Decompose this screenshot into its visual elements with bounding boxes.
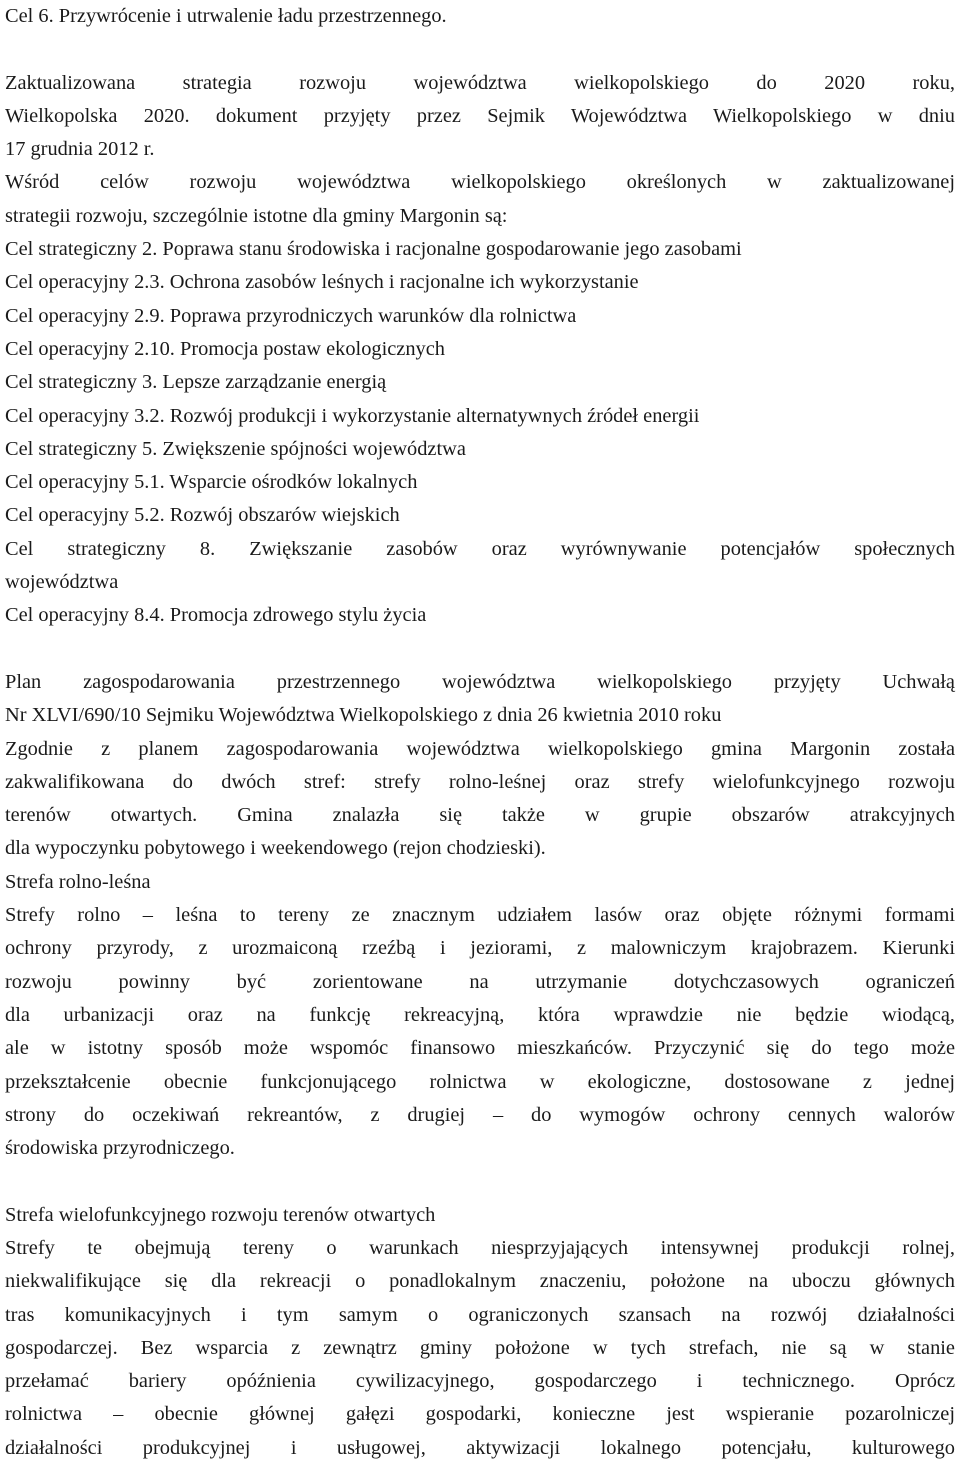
text-line: przekształcenie obecnie funkcjonującego rolnictwa w ekologiczne, dostosowane z jednej	[5, 1070, 955, 1093]
plan-paragraph	[5, 666, 955, 733]
text-line: rolnictwa – obecnie głównej gałęzi gospodarki, konieczne jest wspieranie pozarolniczej	[5, 1403, 955, 1426]
intro-paragraph	[5, 166, 955, 233]
text-line: Strefy te obejmują tereny o warunkach niesprzyjających intensywnej produkcji rolnej,	[5, 1236, 955, 1259]
text-line: zakwalifikowana do dwóch stref: strefy rolno-leśnej oraz strefy wielofunkcyjnego rozwoju	[5, 770, 955, 793]
text-line: Plan zagospodarowania przestrzennego województwa wielkopolskiego przyjęty Uchwałą	[5, 670, 955, 693]
text-line: Zgodnie z planem zagospodarowania województwa wielkopolskiego gmina Margonin została	[5, 737, 955, 760]
strategy-paragraph	[5, 67, 955, 167]
goal-item: Cel operacyjny 5.1. Wsparcie ośrodków lokalnych	[5, 471, 418, 494]
goal-item: województwa	[5, 571, 119, 594]
goal-item: Cel strategiczny 2. Poprawa stanu środowiska i racjonalne gospodarowanie jego zasobami	[5, 238, 742, 261]
zone2-paragraph	[5, 1232, 955, 1465]
goal-item: Cel strategiczny 3. Lepsze zarządzanie energią	[5, 371, 387, 394]
text-line: działalności produkcyjnej i usługowej, aktywizacji lokalnego potencjału, kulturowego	[5, 1436, 955, 1459]
goal-item: Cel operacyjny 8.4. Promocja zdrowego stylu życia	[5, 604, 427, 627]
goal-item: Cel strategiczny 8. Zwiększanie zasobów oraz wyrównywanie potencjałów społecznych	[5, 537, 955, 560]
section-heading: Cel 6. Przywrócenie i utrwalenie ładu przestrzennego.	[5, 5, 447, 27]
text-line: Wśród celów rozwoju województwa wielkopolskiego określonych w zaktualizowanej	[5, 171, 955, 194]
text-line: Zaktualizowana strategia rozwoju województwa wielkopolskiego do 2020 roku,	[5, 71, 955, 94]
spacer	[5, 633, 955, 666]
text-line: rozwoju powinny być zorientowane na utrzymanie dotychczasowych ograniczeń	[5, 970, 955, 993]
document-page	[5, 0, 955, 1465]
text-line: dla wypoczynku pobytowego i weekendowego (rejon chodzieski).	[5, 837, 546, 860]
zone-intro-paragraph	[5, 733, 955, 866]
text-line: Nr XLVI/690/10 Sejmiku Województwa Wielkopolskiego z dnia 26 kwietnia 2010 roku	[5, 704, 722, 727]
zone1-title: Strefa rolno-leśna	[5, 870, 151, 893]
text-line: Wielkopolska 2020. dokument przyjęty przez Sejmik Województwa Wielkopolskiego w dniu	[5, 104, 955, 127]
text-line: Strefy rolno – leśna to tereny ze znacznym udziałem lasów oraz objęte różnymi formami	[5, 904, 955, 927]
goal-item: Cel operacyjny 2.10. Promocja postaw ekologicznych	[5, 337, 445, 360]
goal-item: Cel operacyjny 5.2. Rozwój obszarów wiejskich	[5, 504, 400, 527]
zone1-paragraph	[5, 899, 955, 1165]
zone2-title: Strefa wielofunkcyjnego rozwoju terenów otwartych	[5, 1203, 436, 1226]
text-line: niekwalifikujące się dla rekreacji o ponadlokalnym znaczeniu, położone na uboczu głównych	[5, 1270, 955, 1293]
text-line: gospodarczej. Bez wsparcia z zewnątrz gminy położone w tych strefach, nie są w stanie	[5, 1336, 955, 1359]
goal-item: Cel operacyjny 2.3. Ochrona zasobów leśnych i racjonalne ich wykorzystanie	[5, 271, 639, 294]
spacer	[5, 33, 955, 66]
text-line: strategii rozwoju, szczególnie istotne dla gminy Margonin są:	[5, 204, 508, 227]
text-line: przełamać bariery opóźnienia cywilizacyjnego, gospodarczego i technicznego. Oprócz	[5, 1370, 955, 1393]
text-line: środowiska przyrodniczego.	[5, 1137, 235, 1160]
goal-item: Cel operacyjny 3.2. Rozwój produkcji i wykorzystanie alternatywnych źródeł energii	[5, 404, 700, 427]
goal-item: Cel operacyjny 2.9. Poprawa przyrodniczych warunków dla rolnictwa	[5, 304, 577, 327]
text-line: ochrony przyrody, z urozmaiconą rzeźbą i jeziorami, z malowniczym krajobrazem. Kierunki	[5, 937, 955, 960]
text-line: strony do oczekiwań rekreantów, z drugiej – do wymogów ochrony cennych walorów	[5, 1103, 955, 1126]
spacer	[5, 1165, 955, 1198]
text-line: ale w istotny sposób może wspomóc finansowo mieszkańców. Przyczynić się do tego może	[5, 1037, 955, 1060]
text-line: terenów otwartych. Gmina znalazła się także w grupie obszarów atrakcyjnych	[5, 804, 955, 827]
goals-list	[5, 233, 955, 633]
text-line: tras komunikacyjnych i tym samym o ograniczonych szansach na rozwój działalności	[5, 1303, 955, 1326]
goal-item: Cel strategiczny 5. Zwiększenie spójności województwa	[5, 437, 466, 460]
text-line: dla urbanizacji oraz na funkcję rekreacyjną, która wprawdzie nie będzie wiodącą,	[5, 1003, 955, 1026]
text-line: 17 grudnia 2012 r.	[5, 138, 155, 161]
